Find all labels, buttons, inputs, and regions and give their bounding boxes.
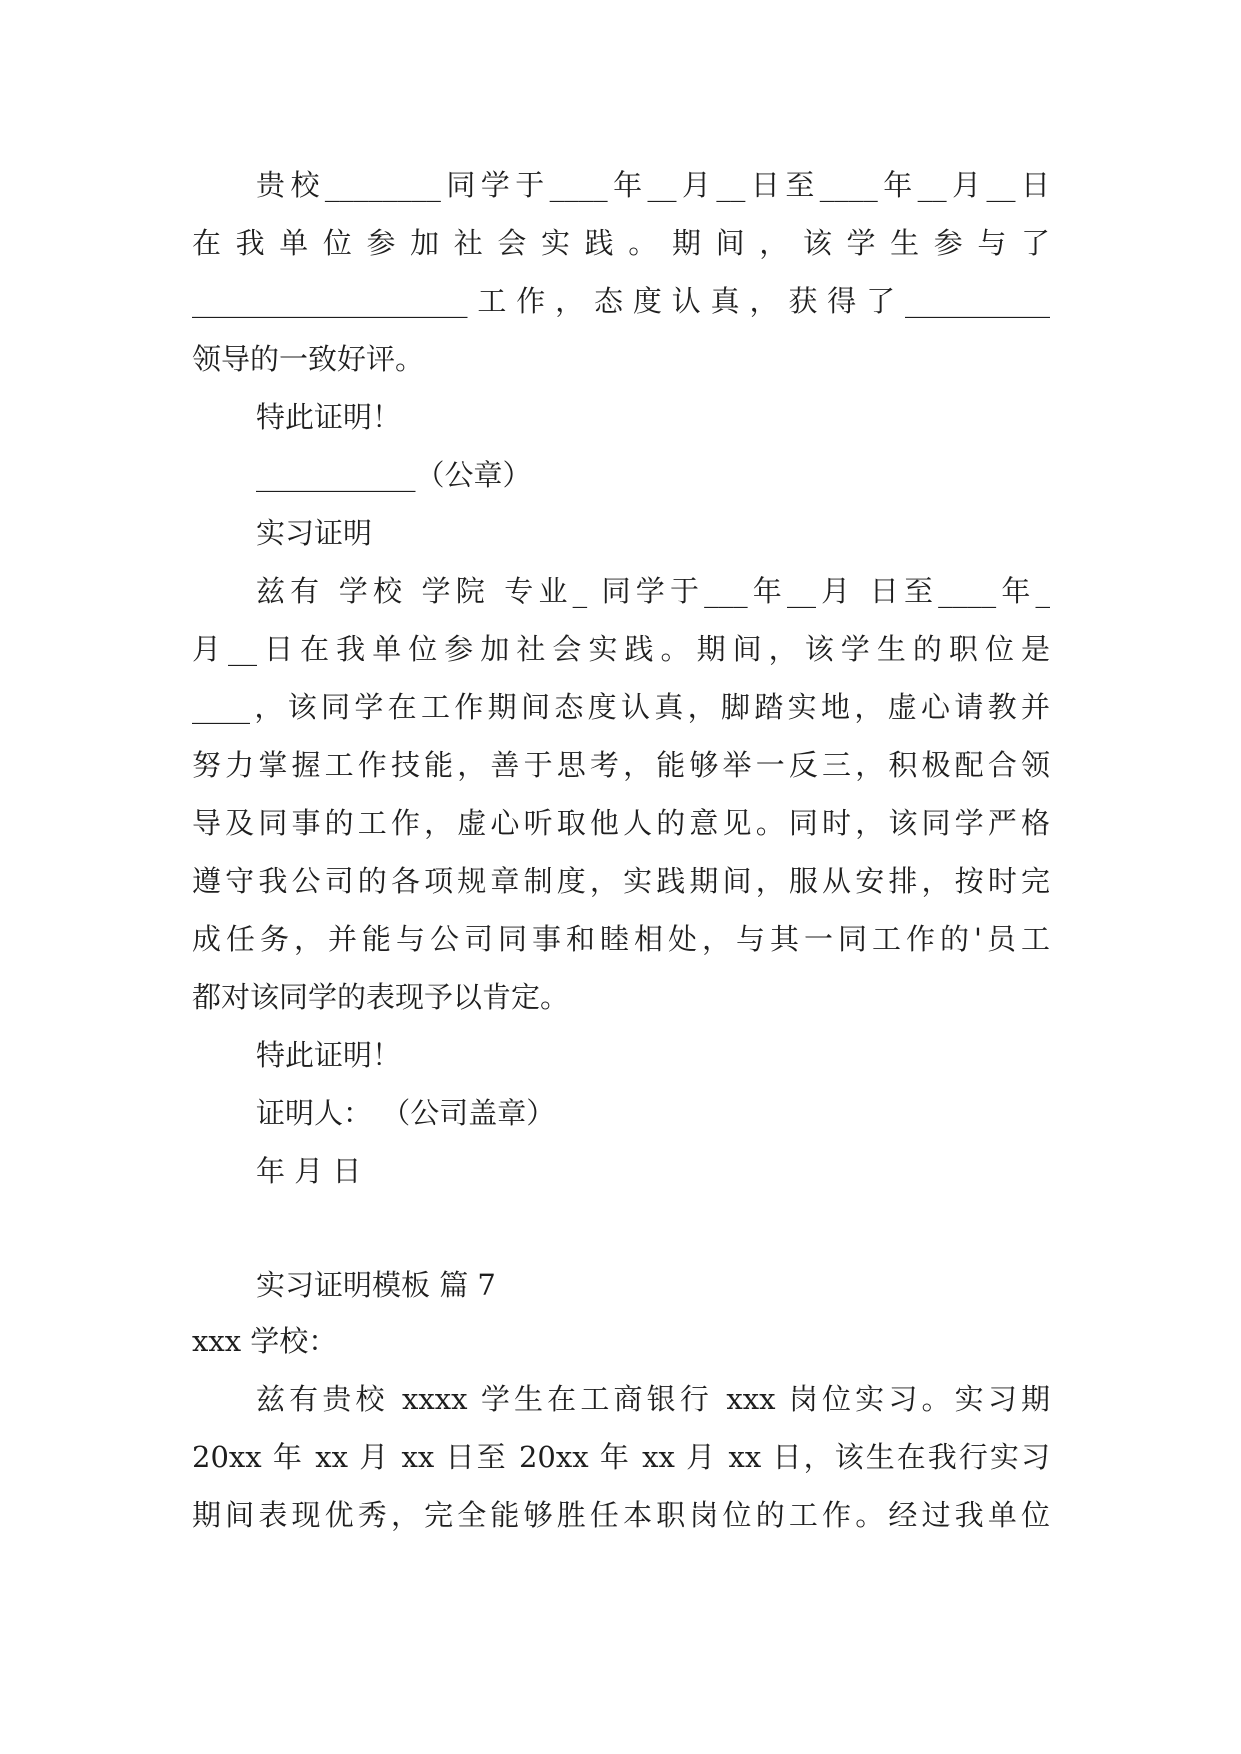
paragraph-line: 月__日在我单位参加社会实践。期间，该学生的职位是 xyxy=(192,632,1050,666)
paragraph-line: 成任务，并能与公司同事和睦相处，与其一同工作的'员工 xyxy=(192,922,1050,956)
salutation: xxx 学校： xyxy=(192,1324,338,1358)
paragraph-line: 遵守我公司的各项规章制度，实践期间，服从安排，按时完 xyxy=(192,864,1050,898)
section-title: 实习证明 xyxy=(256,516,373,550)
paragraph-line: 都对该同学的表现予以肯定。 xyxy=(192,980,570,1014)
paragraph-line: 兹有 学校 学院 专业_ 同学于___年__月 日至____年_ xyxy=(256,574,1050,608)
paragraph-line: 贵校________同学于____年__月__日至____年__月__日 xyxy=(256,168,1050,202)
paragraph-line: 领导的一致好评。 xyxy=(192,342,425,376)
certifier-line: 证明人： （公司盖章） xyxy=(256,1096,556,1130)
paragraph-line: 努力掌握工作技能，善于思考，能够举一反三，积极配合领 xyxy=(192,748,1050,782)
paragraph-line: 兹有贵校 xxxx 学生在工商银行 xxx 岗位实习。实习期 xyxy=(256,1382,1050,1416)
seal-line: ___________（公章） xyxy=(256,458,532,492)
paragraph-line: ____，该同学在工作期间态度认真，脚踏实地，虚心请教并 xyxy=(192,690,1050,724)
date-line: 年 月 日 xyxy=(256,1154,362,1188)
paragraph-line: 期间表现优秀，完全能够胜任本职岗位的工作。经过我单位 xyxy=(192,1498,1050,1532)
section-heading: 实习证明模板 篇 7 xyxy=(256,1268,496,1302)
closing-statement: 特此证明！ xyxy=(256,1038,402,1072)
closing-statement: 特此证明！ xyxy=(256,400,402,434)
paragraph-line: 20xx 年 xx 月 xx 日至 20xx 年 xx 月 xx 日，该生在我行实习 xyxy=(192,1440,1050,1474)
paragraph-line: 导及同事的工作，虚心听取他人的意见。同时，该同学严格 xyxy=(192,806,1050,840)
paragraph-line: 在我单位参加社会实践。期间，该学生参与了 xyxy=(192,226,1050,260)
paragraph-line: ___________________工作，态度认真，获得了__________ xyxy=(192,284,1050,318)
